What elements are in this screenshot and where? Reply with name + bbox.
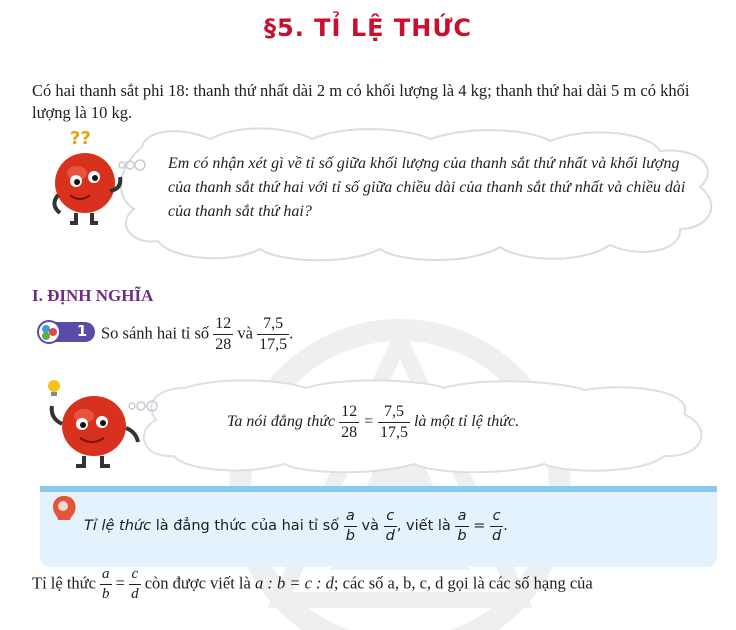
definition-text2: , viết là [396, 518, 451, 534]
remark-fraction-12-28: $\frac{12}{28}$ [341, 403, 358, 441]
definition-term: Tỉ lệ thức [84, 518, 152, 534]
bottom-text1: còn được viết là [144, 573, 251, 593]
bottom-expression: a : b = c : d [254, 573, 334, 593]
remark-equals: = [363, 413, 374, 431]
fraction-c-d-2: $\frac{c}{d}$ [492, 508, 502, 544]
fraction-c-d: $\frac{c}{d}$ [385, 508, 395, 544]
definition-text: Tỉ lệ thức là đẳng thức của hai tỉ số $\frac{a}{b}$ và $\frac{c}{d}$ , viết là $\frac{a}{b}$ = $\frac{c}{d}$ . [84, 508, 508, 544]
activity-prefix: So sánh hai tỉ số [101, 323, 210, 343]
cloud-question: Em có nhận xét gì về tỉ số giữa khối lượng của thanh sắt thứ nhất và khối lượng của thanh sắt thứ hai với tỉ số giữa chiều dài của thanh sắt thứ nhất và chiều dài của thanh sắt thứ hai? [168, 155, 686, 220]
fraction-a-b: $\frac{a}{b}$ [345, 508, 355, 544]
fraction-a-b-2: $\frac{a}{b}$ [457, 508, 467, 544]
definition-equals: = [473, 518, 486, 534]
bottom-fraction-c-d: $\frac{c}{d}$ [131, 566, 139, 602]
activity-question: So sánh hai tỉ số $\frac{12}{28}$ và $\frac{7,5}{17,5}$ . [101, 315, 294, 353]
section-heading: I. ĐỊNH NGHĨA [32, 286, 154, 305]
bottom-line [32, 567, 732, 602]
bottom-prefix: Tỉ lệ thức [32, 573, 96, 593]
remark-prefix: Ta nói đẳng thức [227, 413, 336, 431]
remark-text [227, 404, 519, 441]
bottom-equals: = [115, 573, 125, 593]
head-icon [50, 494, 78, 524]
bottom-text2: ; các số a, b, c, d gọi là các số hạng của [333, 573, 593, 593]
activity-conj: và [237, 323, 253, 343]
remark-suffix: là một tỉ lệ thức. [413, 413, 520, 431]
definition-conj: và [361, 518, 379, 534]
activity-number: 1 [76, 322, 88, 340]
question-marks-icon: ?? [70, 128, 91, 149]
fraction-7-5-17-5: $\frac{7,5}{17,5}$ [259, 315, 288, 353]
fraction-12-28: $\frac{12}{28}$ [215, 315, 232, 353]
bottom-fraction-a-b: $\frac{a}{b}$ [102, 566, 110, 602]
remark-fraction-7-5-17-5: $\frac{7,5}{17,5}$ [379, 403, 408, 441]
intro-paragraph: Có hai thanh sắt phi 18: thanh thứ nhất dài 2 m có khối lượng là 4 kg; thanh thứ hai dài 5 m có khối lượng là 10 kg. [32, 81, 690, 122]
definition-text1: là đẳng thức của hai tỉ số [151, 518, 344, 534]
page-title: §5. TỈ LỆ THỨC [264, 14, 472, 42]
